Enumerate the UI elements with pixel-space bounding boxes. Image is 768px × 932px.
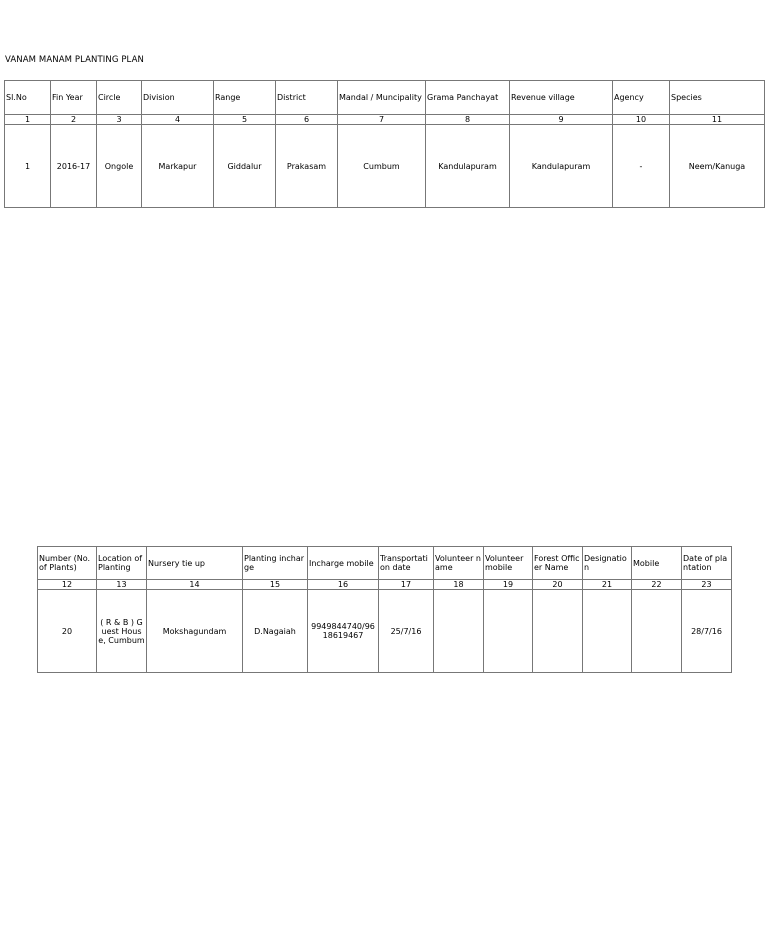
column-number-row [5, 115, 765, 125]
table-cell: Kandulapuram [510, 125, 613, 208]
column-number-row [38, 580, 732, 590]
column-number: 7 [338, 115, 426, 125]
header-cell: District [276, 81, 338, 115]
table-cell: Neem/Kanuga [670, 125, 765, 208]
column-number: 5 [214, 115, 276, 125]
table-cell [434, 590, 484, 673]
column-number: 14 [147, 580, 243, 590]
column-number: 3 [97, 115, 142, 125]
table-cell: 20 [38, 590, 97, 673]
header-cell: Circle [97, 81, 142, 115]
table-cell [533, 590, 583, 673]
column-number: 4 [142, 115, 214, 125]
column-number: 16 [308, 580, 379, 590]
header-cell: Species [670, 81, 765, 115]
header-cell: Incharge mobile [308, 547, 379, 580]
table-cell: Prakasam [276, 125, 338, 208]
header-cell: Volunteer mobile [484, 547, 533, 580]
header-cell: Agency [613, 81, 670, 115]
header-cell: Grama Panchayat [426, 81, 510, 115]
table-cell: Giddalur [214, 125, 276, 208]
column-number: 8 [426, 115, 510, 125]
table-row [38, 590, 732, 673]
header-cell: Number (No. of Plants) [38, 547, 97, 580]
column-number: 18 [434, 580, 484, 590]
column-number: 10 [613, 115, 670, 125]
header-cell: Division [142, 81, 214, 115]
table-cell [583, 590, 632, 673]
header-cell: Nursery tie up [147, 547, 243, 580]
table-cell: 28/7/16 [682, 590, 732, 673]
column-number: 2 [51, 115, 97, 125]
table-cell: 25/7/16 [379, 590, 434, 673]
table-cell: D.Nagaiah [243, 590, 308, 673]
table-cell [632, 590, 682, 673]
header-cell: Designation [583, 547, 632, 580]
header-cell: Forest Officer Name [533, 547, 583, 580]
header-cell: Range [214, 81, 276, 115]
column-number: 6 [276, 115, 338, 125]
header-cell: Mobile [632, 547, 682, 580]
column-number: 1 [5, 115, 51, 125]
table-cell: Kandulapuram [426, 125, 510, 208]
column-number: 13 [97, 580, 147, 590]
table-cell: 1 [5, 125, 51, 208]
header-cell: Fin Year [51, 81, 97, 115]
table-header-row [38, 547, 732, 580]
column-number: 17 [379, 580, 434, 590]
column-number: 20 [533, 580, 583, 590]
table-cell: 9949844740/9618619467 [308, 590, 379, 673]
column-number: 22 [632, 580, 682, 590]
planting-details-table [37, 546, 732, 673]
header-cell: Date of plantation [682, 547, 732, 580]
column-number: 9 [510, 115, 613, 125]
header-cell: Transportation date [379, 547, 434, 580]
table-cell: Markapur [142, 125, 214, 208]
column-number: 11 [670, 115, 765, 125]
column-number: 12 [38, 580, 97, 590]
table-cell: Ongole [97, 125, 142, 208]
column-number: 15 [243, 580, 308, 590]
column-number: 23 [682, 580, 732, 590]
table-cell: - [613, 125, 670, 208]
table-header-row [5, 81, 765, 115]
header-cell: Planting incharge [243, 547, 308, 580]
table-cell: ( R & B ) Guest House, Cumbum [97, 590, 147, 673]
header-cell: Mandal / Muncipality [338, 81, 426, 115]
table-cell: 2016-17 [51, 125, 97, 208]
table-row [5, 125, 765, 208]
header-cell: Volunteer name [434, 547, 484, 580]
header-cell: Sl.No [5, 81, 51, 115]
header-cell: Location of Planting [97, 547, 147, 580]
table-cell [484, 590, 533, 673]
page-title: VANAM MANAM PLANTING PLAN [5, 55, 144, 65]
table-cell: Mokshagundam [147, 590, 243, 673]
header-cell: Revenue village [510, 81, 613, 115]
table-cell: Cumbum [338, 125, 426, 208]
planting-plan-table [4, 80, 765, 208]
column-number: 19 [484, 580, 533, 590]
column-number: 21 [583, 580, 632, 590]
